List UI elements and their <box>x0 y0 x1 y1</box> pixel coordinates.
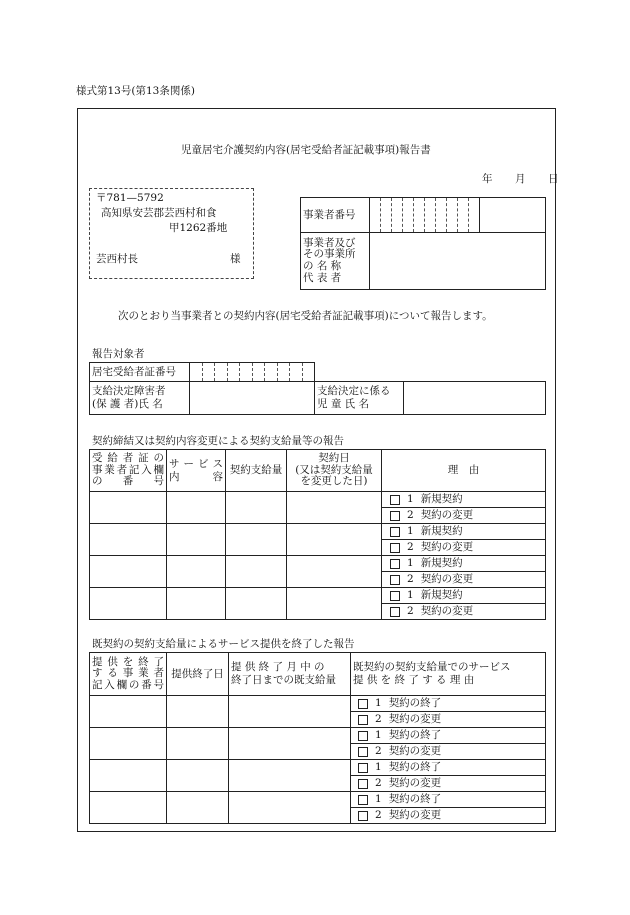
provider-name-input[interactable] <box>370 233 546 290</box>
option-label: 契約の終了 <box>388 697 442 710</box>
s1-date-input[interactable] <box>287 524 382 556</box>
guardian-name-input[interactable] <box>190 382 315 415</box>
s2-option-change[interactable] <box>351 744 546 760</box>
recipient: 芸西村長 <box>96 253 138 265</box>
option-label: 新規契約 <box>420 525 463 538</box>
s1-header-line: サービス <box>169 457 223 470</box>
checkbox[interactable] <box>358 811 368 821</box>
s1-amount-input[interactable] <box>226 524 287 556</box>
s2-number-input[interactable] <box>90 792 167 824</box>
option-label: 新規契約 <box>420 557 463 570</box>
s1-header-service <box>167 450 226 492</box>
option-number: 2 <box>407 573 414 586</box>
provider-number-label: 事業者番号 <box>301 198 370 233</box>
cert-table <box>89 362 315 382</box>
s2-header-line: 記入欄の番号 <box>92 678 164 691</box>
s2-header-line: 提 供 を 終 了 す る 理 由 <box>353 674 475 686</box>
s2-header-number <box>90 653 167 696</box>
digit-cell[interactable] <box>202 363 215 382</box>
option-label: 契約の変更 <box>388 745 442 758</box>
option-number: 2 <box>375 713 382 726</box>
postal-code: 〒781—5792 <box>96 192 164 204</box>
subject-heading: 報告対象者 <box>92 348 145 360</box>
s2-number-input[interactable] <box>90 696 167 728</box>
s1-option-change[interactable] <box>382 540 546 556</box>
option-number: 2 <box>375 809 382 822</box>
s2-end-date-input[interactable] <box>167 696 229 728</box>
child-name-input[interactable] <box>404 382 546 415</box>
honorific: 様 <box>230 253 241 265</box>
guardian-label-line: (保 護 者)氏 名 <box>92 398 163 410</box>
checkbox[interactable] <box>390 495 400 505</box>
s1-date-input[interactable] <box>287 556 382 588</box>
s2-option-end[interactable] <box>351 760 546 776</box>
digit-cell[interactable] <box>252 363 265 382</box>
s2-header-amount <box>229 653 351 696</box>
option-number: 1 <box>375 697 382 710</box>
s1-option-new[interactable] <box>382 524 546 540</box>
checkbox[interactable] <box>390 543 400 553</box>
checkbox[interactable] <box>358 763 368 773</box>
s2-option-end[interactable] <box>351 792 546 808</box>
s2-end-date-input[interactable] <box>167 760 229 792</box>
option-number: 2 <box>407 605 414 618</box>
section1-table <box>89 449 546 620</box>
s2-header-line: する事業者 <box>92 667 164 680</box>
guardian-label-line: 支給決定障害者 <box>92 385 166 398</box>
checkbox[interactable] <box>358 731 368 741</box>
digit-cell[interactable] <box>277 363 290 382</box>
provider-name-label-line: 代 表 者 <box>303 271 342 284</box>
option-label: 契約の終了 <box>388 761 442 774</box>
section2-table <box>89 652 546 824</box>
s1-number-input[interactable] <box>90 556 167 588</box>
s1-header-line: 事業者記入欄 <box>92 463 164 476</box>
digit-cell[interactable] <box>469 198 480 233</box>
checkbox[interactable] <box>358 715 368 725</box>
digit-cell[interactable] <box>215 363 228 382</box>
s1-date-input[interactable] <box>287 492 382 524</box>
s2-amount-input[interactable] <box>229 728 351 760</box>
s2-number-input[interactable] <box>90 728 167 760</box>
s2-amount-input[interactable] <box>229 760 351 792</box>
address-line-1: 高知県安芸郡芸西村和食 <box>101 207 217 219</box>
form-number: 様式第13号(第13条関係) <box>76 85 195 97</box>
checkbox[interactable] <box>358 795 368 805</box>
child-label <box>315 382 404 415</box>
s1-service-input[interactable] <box>167 556 226 588</box>
s1-date-input[interactable] <box>287 588 382 620</box>
s1-amount-input[interactable] <box>226 588 287 620</box>
s1-number-input[interactable] <box>90 524 167 556</box>
option-label: 契約の終了 <box>388 793 442 806</box>
statement: 次のとおり当事業者との契約内容(居宅受給者証記載事項)について報告します。 <box>118 310 493 322</box>
option-number: 1 <box>375 793 382 806</box>
checkbox[interactable] <box>390 511 400 521</box>
s1-header-line: 受給者証の <box>92 452 164 465</box>
provider-name-label-line: その事業所 <box>303 248 356 261</box>
option-number: 1 <box>407 589 414 602</box>
digit-cell[interactable] <box>381 198 392 233</box>
provider-table <box>300 197 546 290</box>
child-label-line: 支給決定に係る <box>317 385 391 398</box>
s2-header-line: 提 供 終 了 月 中 の <box>231 661 325 674</box>
digit-cell[interactable] <box>302 363 315 382</box>
s1-header-number <box>90 450 167 492</box>
option-number: 1 <box>375 729 382 742</box>
s1-option-new[interactable] <box>382 492 546 508</box>
digit-cell[interactable] <box>414 198 425 233</box>
s1-service-input[interactable] <box>167 588 226 620</box>
page-title: 児童居宅介護契約内容(居宅受給者証記載事項)報告書 <box>181 144 431 156</box>
provider-name-label-line: の 名 称 <box>303 260 342 272</box>
s1-header-line: (又は契約支給量 <box>295 463 373 476</box>
digit-cell[interactable] <box>436 198 447 233</box>
option-number: 1 <box>375 761 382 774</box>
s1-amount-input[interactable] <box>226 492 287 524</box>
option-label: 新規契約 <box>420 589 463 602</box>
s2-option-end[interactable] <box>351 696 546 712</box>
child-label-line: 児 童 氏 名 <box>317 398 370 410</box>
s2-option-change[interactable] <box>351 776 546 792</box>
subject-table <box>89 381 546 415</box>
s1-option-change[interactable] <box>382 508 546 524</box>
checkbox[interactable] <box>390 575 400 585</box>
s1-header-line: 契約日 <box>318 452 350 465</box>
date-line: 年 月 日 <box>482 173 565 185</box>
checkbox[interactable] <box>358 747 368 757</box>
s2-header-reason <box>351 653 546 696</box>
s1-service-input[interactable] <box>167 524 226 556</box>
s2-amount-input[interactable] <box>229 696 351 728</box>
s1-option-new[interactable] <box>382 556 546 572</box>
checkbox[interactable] <box>390 527 400 537</box>
s2-header-line: 提供を終了 <box>92 655 164 668</box>
s2-option-change[interactable] <box>351 712 546 728</box>
s2-amount-input[interactable] <box>229 792 351 824</box>
option-label: 契約の変更 <box>388 777 442 790</box>
checkbox[interactable] <box>358 699 368 709</box>
s1-header-line: の 番 号 <box>92 475 164 488</box>
digit-cell[interactable] <box>425 198 436 233</box>
s1-header-line: を変更した日) <box>300 475 368 488</box>
s2-end-date-input[interactable] <box>167 792 229 824</box>
s1-option-new[interactable] <box>382 588 546 604</box>
s2-header-end-date: 提供終了日 <box>167 653 229 696</box>
s2-end-date-input[interactable] <box>167 728 229 760</box>
option-number: 1 <box>407 493 414 506</box>
option-number: 2 <box>375 777 382 790</box>
option-label: 契約の変更 <box>388 809 442 822</box>
guardian-label <box>90 382 190 415</box>
s2-number-input[interactable] <box>90 760 167 792</box>
option-number: 1 <box>407 525 414 538</box>
option-label: 契約の終了 <box>388 729 442 742</box>
option-label: 契約の変更 <box>420 509 474 522</box>
digit-cell[interactable] <box>240 363 253 382</box>
s1-option-change[interactable] <box>382 604 546 620</box>
section1-heading: 契約締結又は契約内容変更による契約支給量等の報告 <box>92 435 344 447</box>
digit-cell[interactable] <box>403 198 414 233</box>
s2-option-end[interactable] <box>351 728 546 744</box>
option-number: 1 <box>407 557 414 570</box>
address-line-2: 甲1262番地 <box>169 222 228 234</box>
option-label: 契約の変更 <box>420 541 474 554</box>
option-label: 契約の変更 <box>420 605 474 618</box>
digit-cell[interactable] <box>227 363 240 382</box>
s2-header-line: 既契約の契約支給量でのサービス <box>353 661 511 674</box>
option-number: 2 <box>375 745 382 758</box>
digit-cell[interactable] <box>290 363 303 382</box>
option-label: 契約の変更 <box>388 713 442 726</box>
checkbox[interactable] <box>390 607 400 617</box>
digit-cell[interactable] <box>392 198 403 233</box>
s1-header-date <box>287 450 382 492</box>
s1-amount-input[interactable] <box>226 556 287 588</box>
option-label: 新規契約 <box>420 493 463 506</box>
cert-label: 居宅受給者証番号 <box>90 363 190 382</box>
digit-cell[interactable] <box>370 198 381 233</box>
digit-spacer <box>480 198 546 233</box>
s2-header-line: 終了日までの既支給量 <box>231 674 336 686</box>
checkbox[interactable] <box>358 779 368 789</box>
checkbox[interactable] <box>390 591 400 601</box>
option-label: 契約の変更 <box>420 573 474 586</box>
provider-name-label <box>301 233 370 290</box>
option-number: 2 <box>407 541 414 554</box>
s2-option-change[interactable] <box>351 808 546 824</box>
s1-header-amount: 契約支給量 <box>226 450 287 492</box>
digit-cell[interactable] <box>190 363 203 382</box>
checkbox[interactable] <box>390 559 400 569</box>
s1-number-input[interactable] <box>90 588 167 620</box>
option-number: 2 <box>407 509 414 522</box>
s1-number-input[interactable] <box>90 492 167 524</box>
section2-heading: 既契約の契約支給量によるサービス提供を終了した報告 <box>92 638 355 650</box>
digit-cell[interactable] <box>458 198 469 233</box>
digit-cell[interactable] <box>265 363 278 382</box>
s1-header-line: 内容 <box>169 470 223 483</box>
s1-header-reason: 理 由 <box>382 450 546 492</box>
s1-service-input[interactable] <box>167 492 226 524</box>
provider-name-label-line: 事業者及び <box>303 236 356 249</box>
s1-option-change[interactable] <box>382 572 546 588</box>
digit-cell[interactable] <box>447 198 458 233</box>
